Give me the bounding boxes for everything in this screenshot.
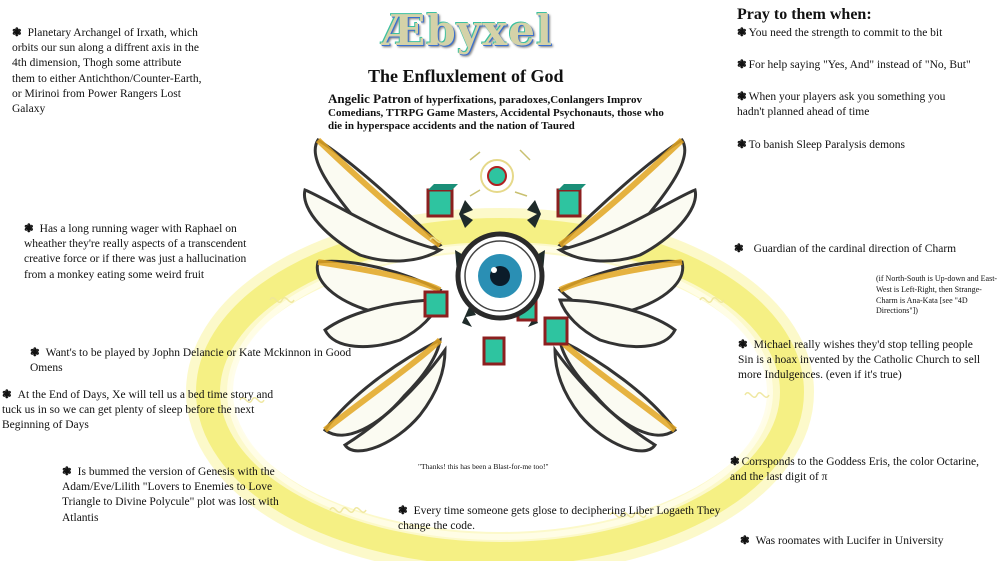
left-note-1: ❃ Planetary Archangel of Irxath, which orbits our sun along a diffrent axis in the 4th dimension, Thogh some attribute them to either Antichthon/Counter-Earth, or Mirinoi from Power Rangers Lost Galaxy [12, 27, 202, 115]
bullet-icon: ❃ [30, 347, 40, 359]
central-eye [458, 234, 542, 318]
cube [545, 318, 567, 344]
pray-item-2: ❃ For help saying "Yes, And" instead of "No, But" [737, 59, 971, 71]
right-note-4: ❃ Was roomates with Lucifer in University [740, 535, 944, 547]
subtitle: The Enfluxlement of God [368, 66, 564, 86]
left-note-2: ❃ Has a long running wager with Raphael on wheather they're really aspects of a transcendent creative force or if there was just a hallucination from a monkey eating some weird fruit [24, 223, 247, 281]
pray-item-4: ❃ To banish Sleep Paralysis demons [737, 139, 905, 151]
right-note-2: ❃ Michael really wishes they'd stop telling people Sin is a hoax invented by the Catholic Church to sell more Indulgences. (even if it's true) [738, 339, 981, 382]
bullet-icon: ❃ [2, 389, 12, 401]
left-note-5: ❃ Is bummed the version of Genesis with the Adam/Eve/Lilith "Lovers to Enemies to Love Triangle to Divine Polycule" plot was lost with Atlantis [62, 466, 279, 524]
bullet-icon: ❃ [737, 91, 747, 103]
bullet-icon: ❃ [12, 27, 22, 39]
bullet-icon: ❃ [734, 243, 744, 255]
left-note-3: ❃ Want's to be played by Jophn Delancie or Kate Mckinnon in Good Omens [30, 347, 352, 375]
bullet-icon: ❃ [398, 505, 408, 517]
pray-item-1: ❃ You need the strength to commit to the bit [737, 27, 943, 39]
bottom-note: ❃ Every time someone gets glose to deciphering Liber Logaeth They change the code. [398, 505, 721, 533]
bullet-icon: ❃ [737, 139, 747, 151]
bullet-icon: ❃ [62, 466, 72, 478]
bullet-icon: ❃ [24, 223, 34, 235]
cube [484, 338, 504, 364]
bullet-icon: ❃ [740, 535, 750, 547]
cube [425, 292, 447, 316]
bullet-icon: ❃ [737, 59, 747, 71]
crown [470, 150, 530, 196]
right-note-1: ❃ Guardian of the cardinal direction of Charm [734, 243, 957, 255]
patron-lead: Angelic Patron [328, 91, 412, 106]
page-title: Æbyxel [382, 6, 553, 55]
right-note-3: ❃ Corrsponds to the Goddess Eris, the color Octarine, and the last digit of π [730, 456, 979, 484]
bullet-icon: ❃ [737, 27, 747, 39]
bullet-icon: ❃ [738, 339, 748, 351]
left-note-4: ❃ At the End of Days, Xe will tell us a bed time story and tuck us in so we can get plenty of sleep before the next Beginning of Days [2, 389, 274, 432]
angel-quote: "Thanks! this has been a Blast-for-me too!" [418, 462, 549, 471]
patron-text: of hyperfixations, paradoxes,Conlangers Improv Comedians, TTRPG Game Masters, Accidental Psychonauts, those who die in hyperspace accidents and the nation of Taured [328, 94, 664, 132]
pray-item-3: ❃ When your players ask you something you hadn't planned ahead of time [737, 91, 946, 119]
directions-note: (if North-South is Up-down and East-West is Left-Right, then Strange-Charm is Ana-Kata [see "4D Directions"]) [876, 274, 998, 316]
pray-heading: Pray to them when: [737, 6, 872, 23]
patron-description [328, 92, 678, 132]
bullet-icon: ❃ [730, 456, 740, 468]
cube [558, 184, 586, 216]
cube [428, 184, 458, 216]
